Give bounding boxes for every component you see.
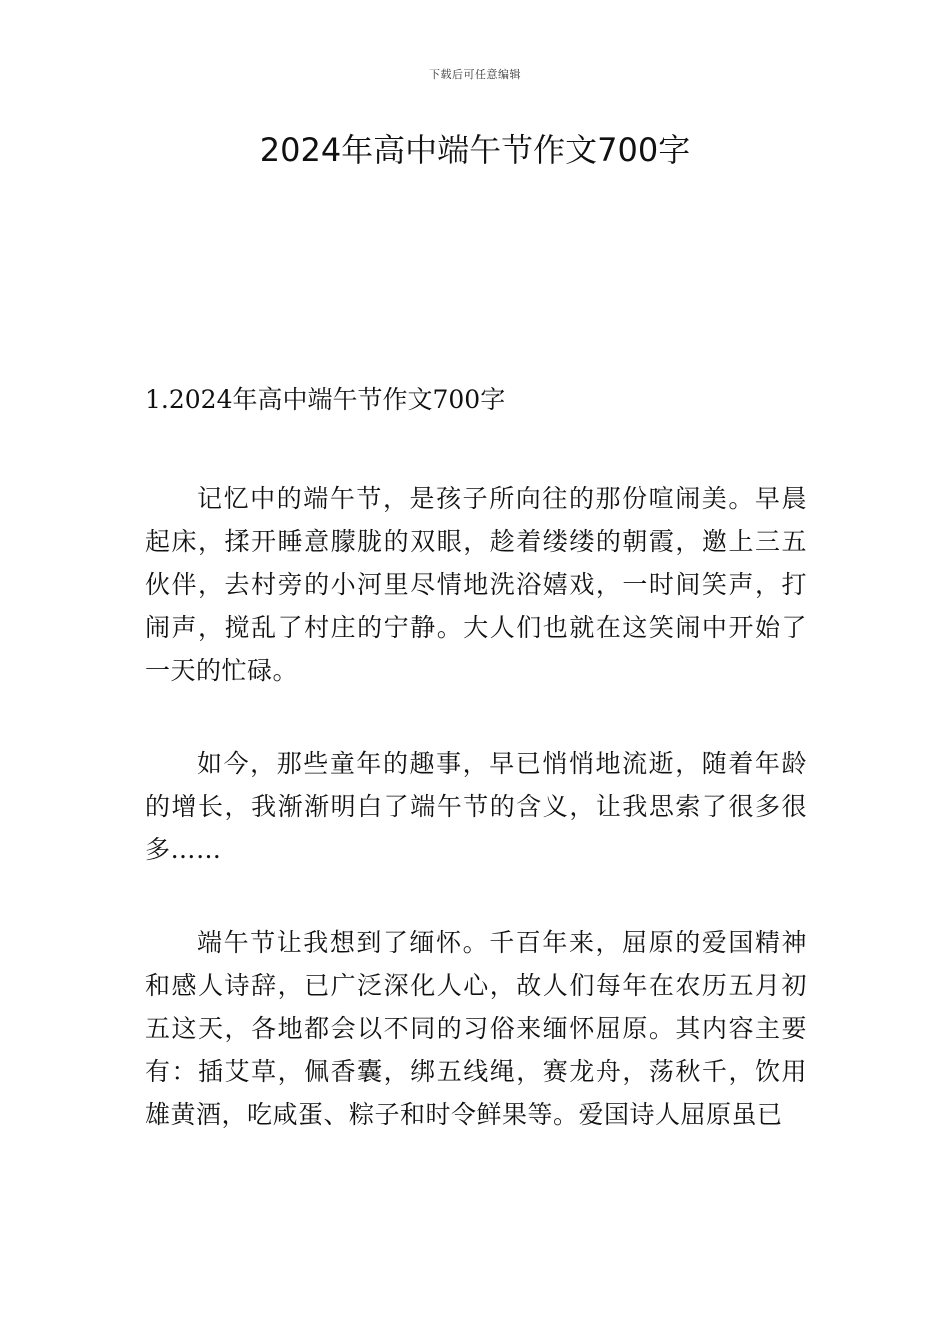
section-heading: 1.2024年高中端午节作文700字 bbox=[145, 385, 506, 414]
document-title: 2024年高中端午节作文700字 bbox=[259, 131, 691, 169]
paragraph-1: 记忆中的端午节，是孩子所向往的那份喧闹美。早晨起床，揉开睡意朦胧的双眼，趁着缕缕的朝霞，邀上三五伙伴，去村旁的小河里尽情地洗浴嬉戏，一时间笑声，打闹声，搅乱了村庄的宁静。大人们也就在这笑闹中开始了一天的忙碌。 bbox=[145, 484, 807, 685]
article-body bbox=[145, 477, 807, 1186]
paragraph-2: 如今，那些童年的趣事，早已悄悄地流逝，随着年龄的增长，我渐渐明白了端午节的含义，让我思索了很多很多…… bbox=[145, 749, 807, 864]
paragraph-3: 端午节让我想到了缅怀。千百年来，屈原的爱国精神和感人诗辞，已广泛深化人心，故人们每年在农历五月初五这天，各地都会以不同的习俗来缅怀屈原。其内容主要有：插艾草，佩香囊，绑五线绳，赛龙舟，荡秋千，饮用雄黄酒，吃咸蛋、粽子和时令鲜果等。爱国诗人屈原虽已 bbox=[145, 928, 807, 1129]
header-note: 下载后可任意编辑 bbox=[429, 68, 521, 81]
